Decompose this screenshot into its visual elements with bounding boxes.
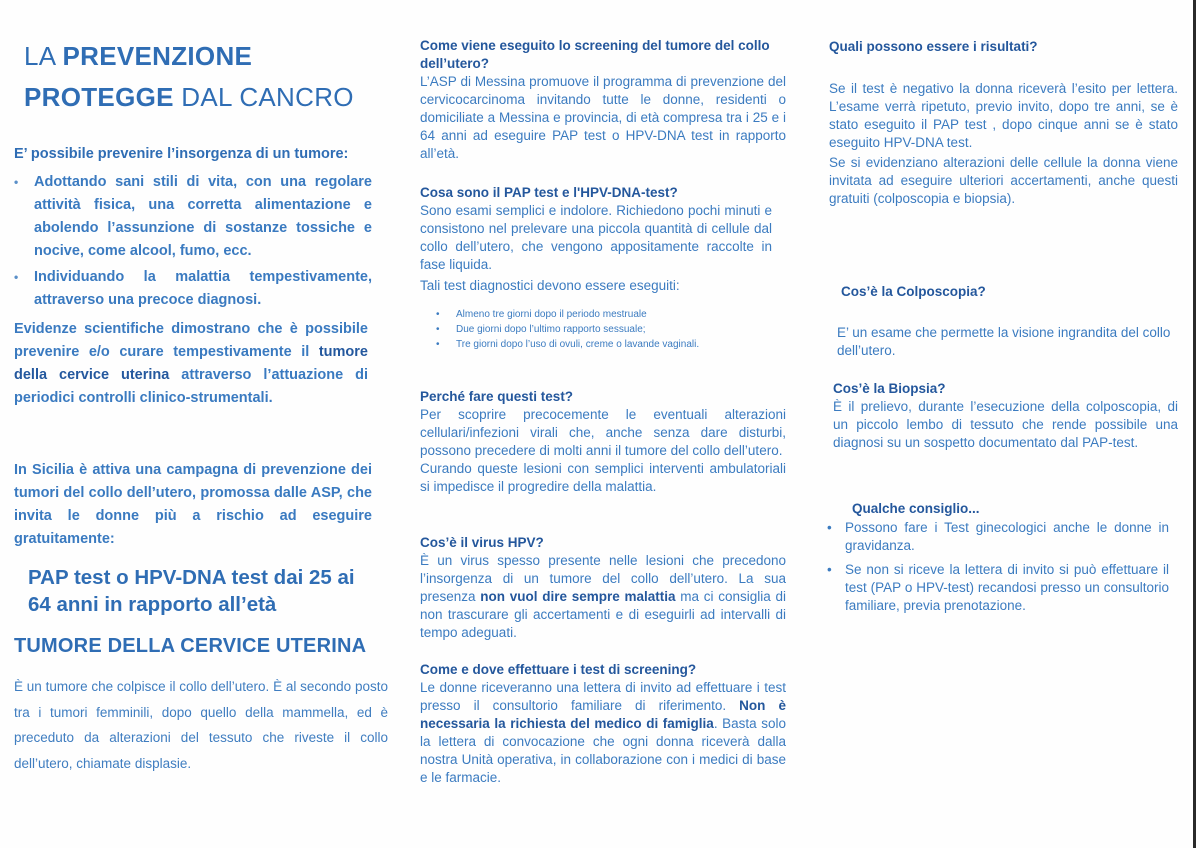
campaign-paragraph: In Sicilia è attiva una campagna di prevenzione dei tumori del collo dell’utero, promossa dalle ASP, che invita le donne più a rischio ad eseguire gratuitamente: (14, 462, 372, 547)
list-item: • Possono fare i Test ginecologici anche le donne in gravidanza. (829, 519, 1169, 555)
section-heading: Perché fare questi test? (420, 389, 574, 404)
section-body: Sono esami semplici e indolore. Richiedono pochi minuti e consistono nel prelevare una piccola quantità di cellule dal collo dell’utero, che vengono appositamente raccolte in fase liquida. (420, 203, 772, 272)
where-emphasis: Non è necessaria la richiesta del medico di famiglia (420, 698, 786, 731)
list-item: • Tre giorni dopo l’uso di ovuli, creme o lavande vaginali. (436, 337, 772, 352)
evidence-text-end: attraverso l’attuazione di periodici controlli clinico-strumentali. (14, 367, 368, 406)
section-body: L’ASP di Messina promuove il programma di prevenzione del cervicocarcinoma invitando tutte le donne, residenti o domiciliate a Messina e provincia, di età compresa tra i 25 e i 64 anni ad eseguire PAP test o HPV-DNA test in rapporto all’età. (420, 74, 786, 161)
section-heading: Cosa sono il PAP test e l'HPV-DNA-test? (420, 185, 678, 200)
section-biopsy (833, 380, 1178, 452)
list-item: • Adottando sani stili di vita, con una regolare attività fisica, una corretta alimentazione e abolendo l’assunzione di sostanze tossiche e nocive, come alcool, fumo, ecc. (14, 171, 372, 263)
evidence-paragraph (14, 318, 368, 410)
section-hpv (420, 534, 786, 642)
hpv-text-end: ma ci consiglia di non trascurare gli accertamenti e di eseguirli ad intervalli di tempo adeguati. (420, 589, 786, 640)
page-edge-divider (1193, 0, 1196, 848)
title-light-2: DAL CANCRO (173, 82, 354, 112)
section-heading: Cos’è la Biopsia? (833, 381, 946, 396)
where-text: Le donne riceveranno una lettera di invito ad effettuare i test presso il consultorio familiare di riferimento. (420, 680, 786, 713)
title-bold-2: PROTEGGE (24, 82, 174, 112)
prevention-list (14, 171, 372, 315)
tumore-body: È un tumore che colpisce il collo dell’utero. È al secondo posto tra i tumori femminili, dopo quello della mammella, ed è preceduto da alterazioni del tessuto che riveste il collo dell’utero, chiamate displasie. (14, 679, 388, 771)
timing-list (420, 307, 772, 352)
section-body: Se il test è negativo la donna riceverà l’esito per lettera. L’esame verrà ripetuto, previo invito, dopo tre anni, se è stato eseguito il PAP test , dopo cinque anni se è stato eseguito HPV-DNA test. (829, 81, 1178, 150)
section-heading: Cos’è il virus HPV? (420, 535, 544, 550)
section-body (420, 679, 786, 787)
where-text-end: . Basta solo la lettera di convocazione che ogni donna riceverà dalla nostra Unità operativa, in collaborazione con i medici di base e le farmacie. (420, 716, 786, 785)
section-intro: Tali test diagnostici devono essere eseguiti: (420, 278, 680, 293)
list-item: • Individuando la malattia tempestivamente, attraverso una precoce diagnosi. (14, 266, 372, 312)
section-body: È il prelievo, durante l’esecuzione della colposcopia, di un piccolo lembo di tessuto che rende possibile una diagnosi su un sospetto documentato dal PAP-test. (833, 399, 1178, 450)
section-pap-hpv (420, 184, 772, 352)
section-body-2: Se si evidenziano alterazioni delle cellule la donna viene invitata ad eseguire ulteriori accertamenti, anche questi gratuiti (colposcopia e biopsia). (829, 155, 1178, 206)
title-bold-1: PREVENZIONE (62, 41, 253, 71)
page-title (24, 36, 354, 118)
list-item: • Se non si riceve la lettera di invito si può effettuare il test (PAP o HPV-test) recandosi presso un consultorio familiare, previa prenotazione. (829, 561, 1169, 615)
evidence-emphasis: tumore della cervice uterina (14, 344, 368, 383)
colposcopy-heading: Cos’è la Colposcopia? (841, 284, 986, 299)
title-light-1: LA (24, 41, 63, 71)
section-why (420, 388, 786, 496)
prevention-lead: E’ possibile prevenire l’insorgenza di un tumore: (14, 146, 349, 162)
list-item: • Almeno tre giorni dopo il periodo mestruale (436, 307, 772, 322)
section-body-2: Curando queste lesioni con semplici interventi ambulatoriali si impedisce il progredire della malattia. (420, 461, 786, 494)
section-body: Per scoprire precocemente le eventuali alterazioni cellulari/infezioni virali che, anche senza dare disturbi, possono precedere di molti anni il tumore del collo dell’utero. (420, 407, 786, 458)
section-heading: Come viene eseguito lo screening del tumore del collo dell’utero? (420, 38, 770, 71)
evidence-text: Evidenze scientifiche dimostrano che è possibile prevenire e/o curare tempestivamente il (14, 321, 368, 360)
pap-highlight: PAP test o HPV-DNA test dai 25 ai 64 anni in rapporto all’età (28, 566, 355, 616)
section-heading: Come e dove effettuare i test di screening? (420, 662, 697, 677)
colposcopy-body: E’ un esame che permette la visione ingrandita del collo dell’utero. (837, 325, 1171, 358)
hpv-emphasis: non vuol dire sempre malattia (480, 589, 676, 604)
section-screening (420, 37, 786, 163)
list-item: • Due giorni dopo l’ultimo rapporto sessuale; (436, 322, 772, 337)
hpv-text: È un virus spesso presente nelle lesioni che precedono l’insorgenza di un tumore del collo dell’utero. La sua presenza (420, 553, 786, 604)
tumore-heading: TUMORE DELLA CERVICE UTERINA (14, 635, 367, 657)
section-body (420, 552, 786, 642)
results-heading: Quali possono essere i risultati? (829, 39, 1038, 54)
advice-heading: Qualche consiglio... (852, 501, 980, 516)
advice-list (829, 519, 1169, 621)
section-where (420, 661, 786, 787)
section-results (829, 80, 1178, 208)
